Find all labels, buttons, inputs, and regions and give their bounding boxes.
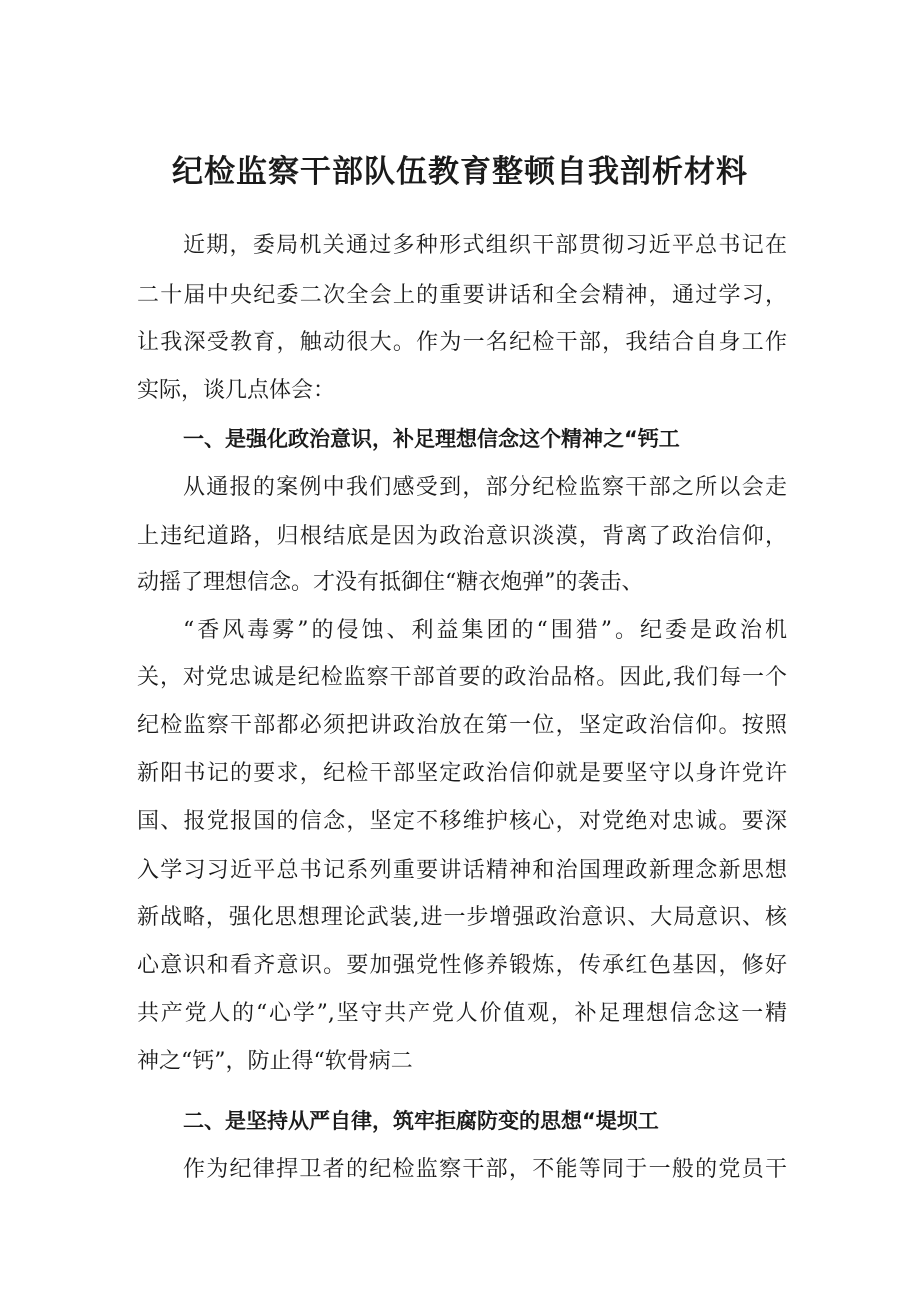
document-title: 纪检监察干部队伍教育整顿自我剖析材料: [172, 154, 748, 190]
section-1-line: 入学习习近平总书记系列重要讲话精神和治国理政新理念新思想: [137, 858, 787, 883]
section-1-line: 动摇了理想信念。才没有抵御住“糖衣炮弹”的袭击、: [137, 570, 644, 595]
intro-line: 实际，谈几点体会：: [137, 378, 336, 403]
section-1-line: 神之“钙”，防止得“软骨病二: [137, 1049, 413, 1074]
section-1-line: 从通报的案例中我们感受到，部分纪检监察干部之所以会走: [183, 475, 787, 500]
section-1-line: 新战略，强化思想理论武装,进一步增强政治意识、大局意识、核: [137, 905, 787, 930]
section-1-line: 纪检监察干部都必须把讲政治放在第一位，坚定政治信仰。按照: [137, 713, 787, 738]
section-1-line: 国、报党报国的信念，坚定不移维护核心，对党绝对忠诚。要深: [137, 809, 787, 834]
section-1-line: 新阳书记的要求，纪检干部坚定政治信仰就是要坚守以身许党许: [137, 761, 787, 786]
section-1-line: 共产党人的“心学”,坚守共产党人价值观，补足理想信念这一精: [137, 1001, 787, 1026]
section-1-line: 关，对党忠诚是纪检监察干部首要的政治品格。因此,我们每一个: [137, 665, 787, 690]
intro-line: 让我深受教育，触动很大。作为一名纪检干部，我结合自身工作: [137, 330, 787, 355]
section-heading-1: 一、是强化政治意识，补足理想信念这个精神之“钙工: [183, 427, 680, 451]
section-1-line: “香风毒雾”的侵蚀、利益集团的“围猎”。纪委是政治机: [183, 618, 787, 643]
intro-line: 二十届中央纪委二次全会上的重要讲话和全会精神，通过学习，: [137, 283, 787, 308]
intro-line: 近期，委局机关通过多种形式组织干部贯彻习近平总书记在: [183, 233, 787, 258]
section-2-line: 作为纪律捍卫者的纪检监察干部，不能等同于一般的党员干: [183, 1157, 787, 1182]
section-1-line: 上违纪道路，归根结底是因为政治意识淡漠，背离了政治信仰，: [137, 524, 787, 549]
section-1-line: 心意识和看齐意识。要加强党性修养锻炼，传承红色基因，修好: [137, 953, 787, 978]
section-heading-2: 二、是坚持从严自律，筑牢拒腐防变的思想“堤坝工: [183, 1109, 659, 1133]
